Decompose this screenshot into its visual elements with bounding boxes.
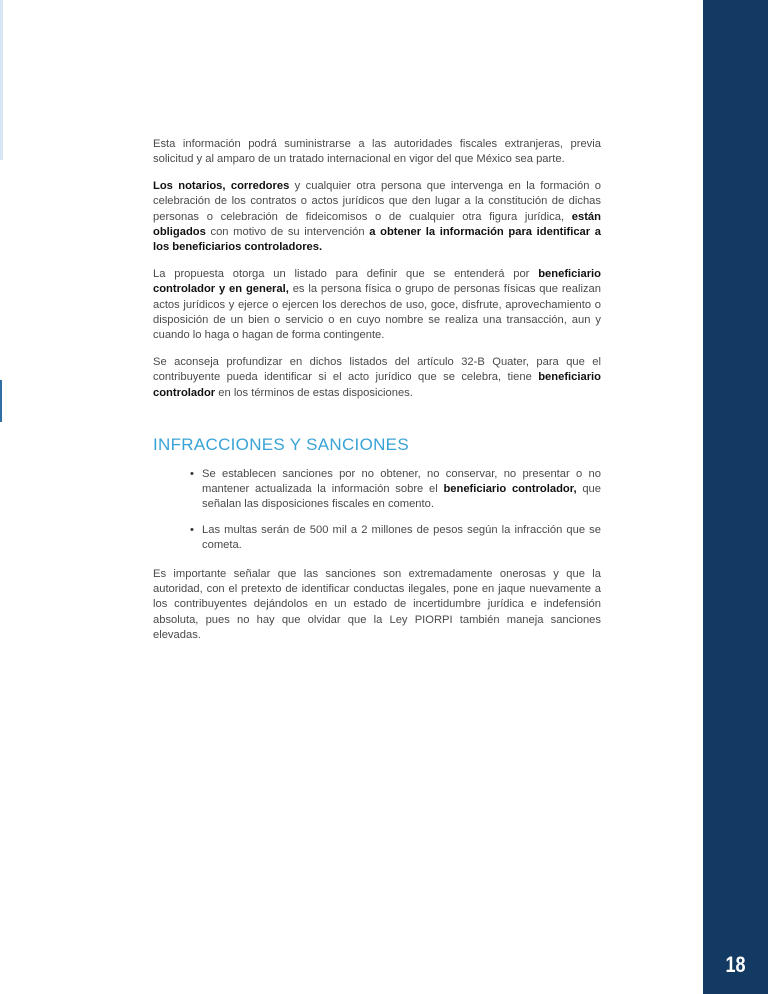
list-item [190, 523, 601, 554]
paragraph-text: en los términos de estas disposiciones. [215, 386, 413, 399]
bold-text: a obtener la información para identificar a los beneficiarios controladores. [153, 226, 601, 254]
paragraph-text: Es importante señalar que las sanciones son extremadamente onerosas y que la autoridad, con el pretexto de identificar conductas ilegales, pone en jaque nuevamente a los contribuyentes dejándolos en un estado de incertidumbre jurídica e indefensión absoluta, pues no hay que olvidar que la Ley PIORPI también maneja sanciones elevadas. [153, 567, 601, 642]
left-edge-decoration [0, 0, 3, 160]
bullet-icon: • [190, 523, 194, 536]
bold-text: beneficiario controlador y en general, [153, 267, 601, 296]
paragraph-text: y cualquier otra persona que intervenga en la formación o celebración de los contratos o actos jurídicos que den lugar a la constitución de dichas personas o celebración de fideicomisos o de cualquier otra figura jurídica, [153, 179, 601, 223]
bold-text: Los notarios, corredores [153, 179, 290, 192]
bold-text: beneficiario controlador [153, 371, 601, 399]
left-edge-marker [0, 380, 2, 422]
list-item-text: Se establecen sanciones por no obtener, no conservar, no presentar o no mantener actualizada la información sobre el [202, 467, 601, 495]
bold-text: beneficiario controlador, [443, 482, 577, 495]
paragraph-text: Esta información podrá suministrarse a las autoridades fiscales extranjeras, previa solicitud y al amparo de un tratado internacional en vigor del que México sea parte. [153, 138, 601, 166]
paragraph-text: con motivo de su intervención [205, 226, 370, 239]
list-item [190, 467, 601, 513]
paragraph-proposal [153, 267, 601, 344]
bullet-icon: • [190, 467, 194, 480]
list-item-text: Las multas serán de 500 mil a 2 millones de pesos según la infracción que se cometa. [202, 523, 601, 552]
paragraph-information-supply [153, 137, 601, 168]
paragraph-text: es la persona física o grupo de personas físicas que realizan actos jurídicos y ejerce o ejercen los derechos de uso, goce, disfrute, aprovechamiento o disposición de un bien o servicio o en cuyo nombre se realiza una transacción, aun y cuando lo haga o hagan de forma contingente. [153, 283, 601, 342]
right-sidebar-band [703, 0, 768, 994]
bold-text: están obligados [153, 210, 601, 239]
sanctions-list [153, 467, 601, 554]
paragraph-notaries [153, 179, 601, 256]
paragraph-text: Se aconseja profundizar en dichos listados del artículo 32-B Quater, para que el contribuyente pueda identificar si el acto jurídico que se celebra, tiene [153, 355, 601, 384]
document-body [153, 137, 601, 655]
page-number: 18 [725, 952, 746, 977]
list-item-text: que señalan las disposiciones fiscales en comento. [202, 482, 601, 511]
paragraph-advice [153, 355, 601, 401]
paragraph-closing [153, 567, 601, 644]
section-heading: INFRACCIONES Y SANCIONES [153, 435, 409, 455]
paragraph-text: La propuesta otorga un listado para definir que se entenderá por [153, 267, 539, 280]
